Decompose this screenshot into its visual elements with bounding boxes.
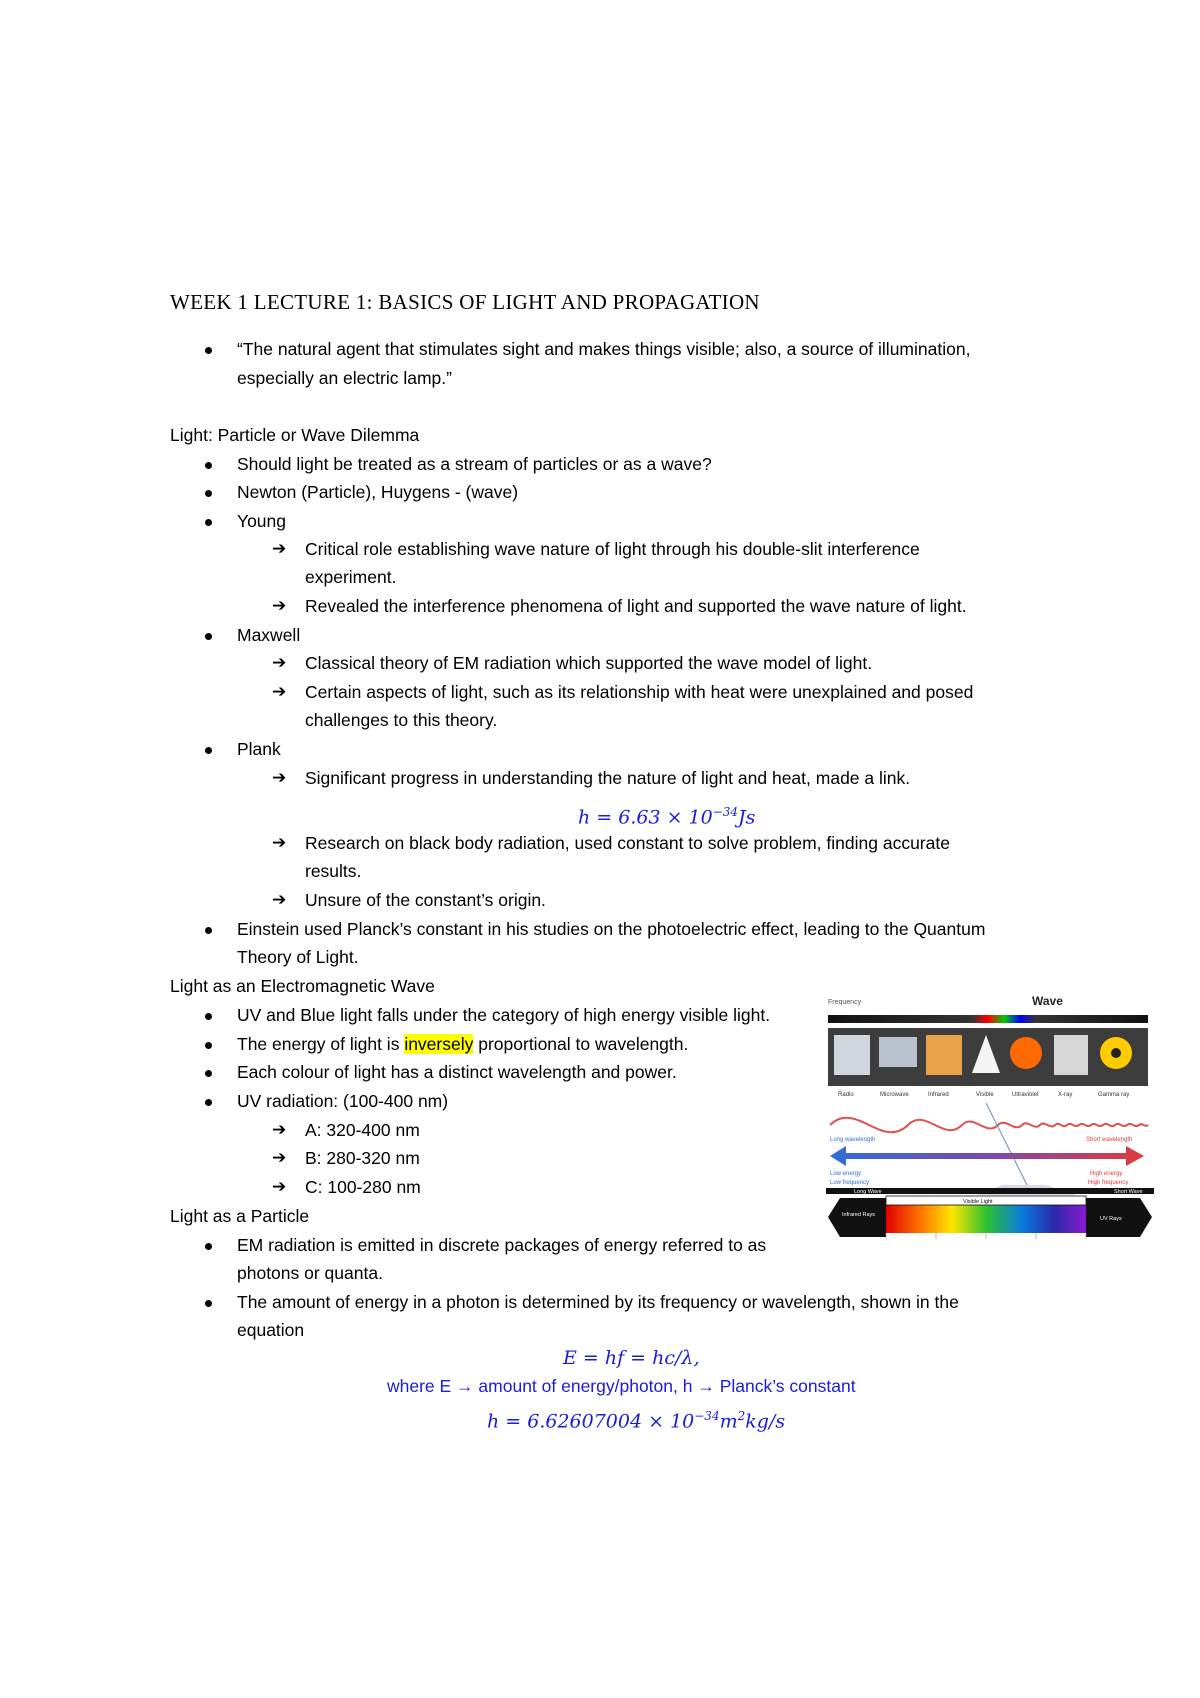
- band-label: Microwave: [880, 1092, 909, 1098]
- list-item: photons or quanta.: [237, 1263, 383, 1283]
- arrow-labels: [830, 1137, 1132, 1186]
- text-segment: proportional to wavelength.: [473, 1034, 689, 1054]
- equation-unit: m: [719, 1410, 738, 1433]
- equation-exponent: −34: [694, 1409, 720, 1423]
- band-label: Gamma ray: [1098, 1092, 1130, 1098]
- planck-constant-equation: [487, 1404, 785, 1433]
- arrow-icon: ➔: [272, 1120, 287, 1139]
- sub-item: Research on black body radiation, used constant to solve problem, finding accurate: [305, 833, 950, 853]
- page-title: WEEK 1 LECTURE 1: BASICS OF LIGHT AND PROPAGATION: [170, 290, 760, 314]
- list-item: Theory of Light.: [237, 947, 359, 967]
- list-item: equation: [237, 1320, 305, 1340]
- highlighted-word: inversely: [404, 1034, 474, 1054]
- definition-line: “The natural agent that stimulates sight and makes things visible; also, a source of illumination,: [237, 339, 971, 359]
- band-label: Visible: [976, 1092, 994, 1098]
- bullet-icon: [205, 1070, 212, 1077]
- visible-light-label: Visible Light: [963, 1199, 993, 1205]
- sub-item: Significant progress in understanding the nature of light and heat, made a link.: [305, 768, 911, 788]
- sub-item: Critical role establishing wave nature of light through his double-slit interference: [305, 539, 920, 559]
- sub-item: B: 280-320 nm: [305, 1148, 420, 1168]
- bullet-icon: [205, 1243, 212, 1250]
- list-item: EM radiation is emitted in discrete packages of energy referred to as: [237, 1235, 767, 1255]
- sub-item: challenges to this theory.: [305, 710, 498, 730]
- em-spectrum-figure: [826, 995, 1154, 1257]
- direction-arrow: [830, 1146, 1144, 1166]
- wave-line: [830, 1118, 1148, 1132]
- visible-spectrum-band: [886, 1205, 1086, 1233]
- left-label: Long wavelength: [830, 1137, 876, 1143]
- bullet-icon: [205, 490, 212, 497]
- right-label: High frequency: [1088, 1180, 1129, 1186]
- long-wave-label: Long Wave: [854, 1189, 882, 1195]
- section-heading: Light: Particle or Wave Dilemma: [170, 425, 420, 445]
- bullet-icon: [205, 347, 212, 354]
- arrow-icon: ➔: [272, 653, 287, 672]
- arrow-icon: ➔: [272, 768, 287, 787]
- band-label: X-ray: [1058, 1092, 1073, 1098]
- infrared-rays-label: Infrared Rays: [842, 1212, 876, 1218]
- uv-rays-label: UV Rays: [1100, 1216, 1122, 1222]
- short-wave-label: Short Wave: [1114, 1189, 1143, 1195]
- left-label: Low frequency: [830, 1180, 870, 1186]
- arrow-icon: ➔: [272, 890, 287, 909]
- figure-header-left: Frequency: [828, 999, 862, 1006]
- bullet-icon: [205, 462, 212, 469]
- bullet-icon: [205, 1099, 212, 1106]
- xray-hand-icon: [1054, 1035, 1088, 1075]
- sub-item: results.: [305, 861, 362, 881]
- sub-item: Revealed the interference phenomena of light and supported the wave nature of light.: [305, 596, 967, 616]
- list-item: Plank: [237, 739, 281, 759]
- spectrum-ticks: [886, 1233, 1086, 1239]
- radio-icon: [834, 1035, 870, 1075]
- sub-item: C: 100-280 nm: [305, 1177, 421, 1197]
- list-item: UV and Blue light falls under the category of high energy visible light.: [237, 1005, 771, 1025]
- section-heading: Light as an Electromagnetic Wave: [170, 976, 435, 996]
- list-item: Should light be treated as a stream of particles or as a wave?: [237, 454, 712, 474]
- sub-item: Unsure of the constant’s origin.: [305, 890, 546, 910]
- right-label: High energy: [1090, 1171, 1123, 1177]
- planck-equation: [578, 800, 755, 829]
- equation-unit: kg/s: [745, 1410, 786, 1433]
- bullet-icon: [205, 633, 212, 640]
- arrow-icon: ➔: [272, 1177, 287, 1196]
- band-label: Radio: [838, 1092, 854, 1098]
- arrow-icon: ➔: [272, 539, 287, 558]
- list-item: Newton (Particle), Huygens - (wave): [237, 482, 519, 502]
- section-heading: Light as a Particle: [170, 1206, 310, 1226]
- figure-header-right: Wave: [1032, 995, 1063, 1008]
- pointer-line: [986, 1103, 1032, 1195]
- equation-note: where E → amount of energy/photon, h → Planck’s constant: [387, 1376, 856, 1396]
- list-item: UV radiation: (100-400 nm): [237, 1091, 449, 1111]
- left-label: Low energy: [830, 1171, 862, 1177]
- sub-item: Classical theory of EM radiation which supported the wave model of light.: [305, 653, 873, 673]
- equation-main: h = 6.63 × 10: [578, 806, 713, 829]
- bullet-icon: [205, 1300, 212, 1307]
- bullet-icon: [205, 1013, 212, 1020]
- equation-exponent: −34: [712, 805, 739, 819]
- list-item: Einstein used Planck’s constant in his studies on the photoelectric effect, leading to the Quantum: [237, 919, 986, 939]
- sub-item: A: 320-400 nm: [305, 1120, 420, 1140]
- infrared-icon: [926, 1035, 962, 1075]
- band-label: Ultraviolet: [1012, 1092, 1039, 1098]
- energy-equation: E = hf = hc/λ,: [563, 1347, 700, 1369]
- arrow-icon: ➔: [272, 682, 287, 701]
- list-item: Maxwell: [237, 625, 301, 645]
- sub-item: Certain aspects of light, such as its relationship with heat were unexplained and posed: [305, 682, 974, 702]
- band-labels: [838, 1092, 1129, 1098]
- bullet-icon: [205, 1042, 212, 1049]
- arrow-icon: ➔: [272, 833, 287, 852]
- sub-item: experiment.: [305, 567, 397, 587]
- list-item: Each colour of light has a distinct wavelength and power.: [237, 1062, 677, 1082]
- frequency-bar: [828, 1015, 1148, 1023]
- bullet-icon: [205, 519, 212, 526]
- equation-unit: Js: [738, 806, 756, 829]
- band-label: Infrared: [928, 1092, 949, 1098]
- arrow-icon: ➔: [272, 1148, 287, 1167]
- arrow-icon: ➔: [272, 596, 287, 615]
- list-item: [237, 1033, 688, 1055]
- text-segment: The energy of light is: [237, 1034, 405, 1054]
- list-item: The amount of energy in a photon is determined by its frequency or wavelength, shown in the: [237, 1292, 959, 1312]
- microwave-icon: [879, 1037, 917, 1067]
- definition-line: especially an electric lamp.”: [237, 368, 452, 388]
- equation-exponent: 2: [737, 1409, 746, 1423]
- right-label: Short wavelength: [1086, 1137, 1133, 1143]
- list-item: Young: [237, 511, 286, 531]
- equation-main: h = 6.62607004 × 10: [487, 1410, 695, 1433]
- radiation-icon-center: [1111, 1048, 1121, 1058]
- bullet-icon: [205, 747, 212, 754]
- sun-icon: [1010, 1037, 1042, 1069]
- bullet-icon: [205, 927, 212, 934]
